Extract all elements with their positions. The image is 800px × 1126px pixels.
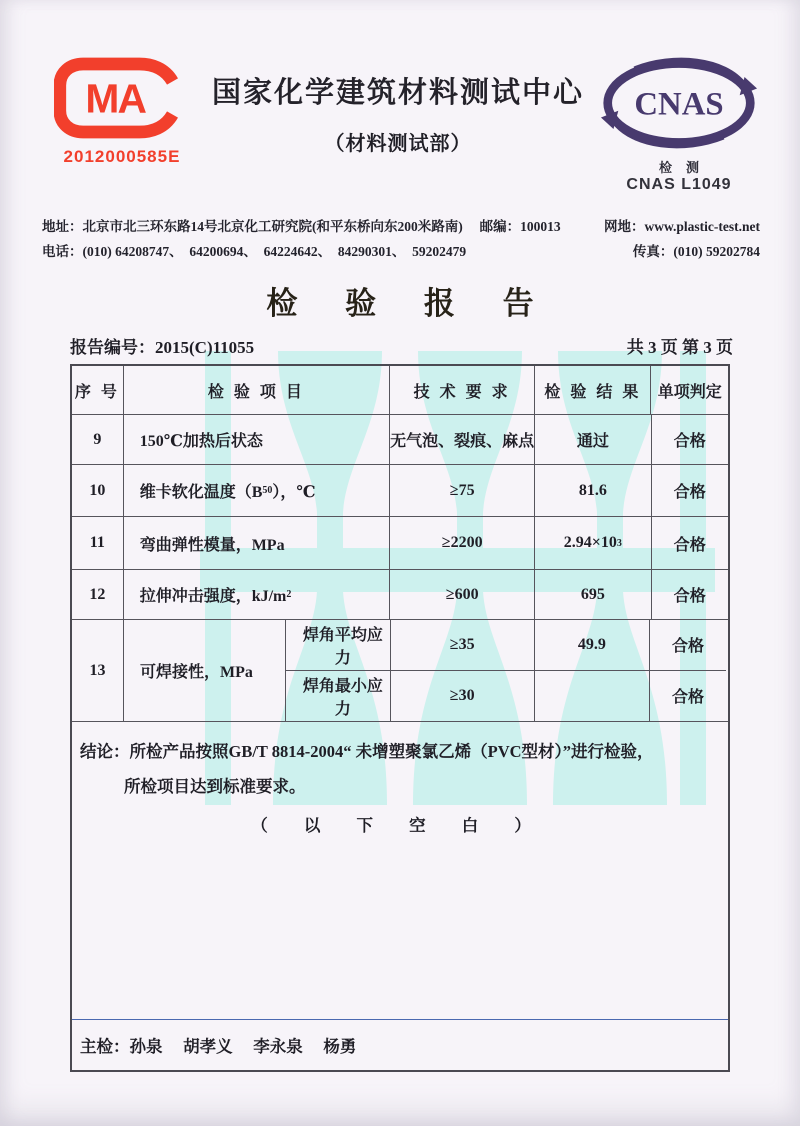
row-verdict: 合格 [673,536,706,554]
row-requirement: ≥600 [390,570,535,619]
row-requirement: 无气泡、裂痕、麻点 [390,415,535,464]
cma-mark-icon [54,56,190,140]
page-indicator: 共 3 页 第 3 页 [626,338,733,357]
fax-line: 传真：(010) 59202784 [632,244,760,259]
row-item: 弯曲弹性模量，MPa [124,517,390,569]
conclusion-section [72,722,728,1020]
table-row-13-sub-1 [286,620,726,671]
row-requirement: ≥75 [390,465,535,516]
organization-title: 国家化学建筑材料测试中心 [211,77,584,109]
blank-below-note: （ 以 下 空 白 ） [251,816,547,835]
cnas-mark-icon [600,56,758,150]
header-item: 检 验 项 目 [124,366,390,414]
row-sub-item: 焊角最小应力 [286,671,391,722]
row-seq: 12 [72,570,124,619]
organization-title-block [198,56,598,156]
table-header-row [72,366,728,415]
table-row-9 [72,415,728,465]
test-results-table [70,364,730,1072]
row-seq: 11 [72,517,124,569]
cma-certificate-number: 2012000585E [63,147,181,166]
cnas-letters: CNAS [634,86,724,123]
row-verdict: 合格 [673,588,706,605]
table-row-10 [72,465,728,517]
row-result: 695 [535,570,651,619]
row-result [535,671,650,722]
row-item: 可焊接性，MPa [124,620,286,721]
conclusion-line-1: 结论：所检产品按照GB/T 8814-2004“ 未增塑聚氯乙烯（PVC型材）”进行检验， [80,742,654,761]
conclusion-line-2: 所检项目达到标准要求。 [124,777,306,796]
website-line: 网地：www.plastic-test.net [604,219,760,234]
cnas-certificate-number: CNAS L1049 [626,176,732,193]
table-row-13-sub-2 [286,671,726,722]
row-verdict: 合格 [673,433,706,450]
report-number: 报告编号：2015(C)11055 [70,338,255,357]
row-result: 2.94×10 3 [535,517,651,569]
header-seq: 序 号 [72,366,124,414]
row-requirement: ≥30 [391,671,535,722]
header-result: 检 验 结 果 [535,366,651,414]
cnas-logo [598,56,760,194]
row-result: 81.6 [535,465,651,516]
header-verdict: 单项判定 [657,383,722,401]
row-requirement: ≥35 [391,620,535,670]
row-seq: 13 [72,620,124,721]
cma-letters: MA [85,75,145,122]
organization-subtitle: （材料测试部） [324,133,472,155]
report-meta-row [70,333,733,358]
table-row-11 [72,517,728,570]
row-verdict: 合格 [672,638,705,656]
row-verdict: 合格 [672,689,705,707]
row-seq: 10 [72,465,124,516]
row-seq: 9 [72,415,124,464]
table-row-12 [72,570,728,620]
row-item: 150℃加热后状态 [124,415,390,464]
row-verdict: 合格 [673,484,706,501]
letterhead [0,0,800,194]
phone-line: 电话：(010) 64208747、 64200694、 64224642、 84290301、 59202479 [42,244,467,259]
report-title: 检 验 报 告 [266,286,554,321]
row-result: 通过 [535,415,651,464]
row-item: 维卡软化温度（B 50 ），℃ [124,465,390,516]
contact-info [42,214,760,264]
address-line: 地址：北京市北三环东路14号北京化工研究院(和平东桥向东200米路南) 邮编：100013 [42,219,561,234]
row-item: 拉伸冲击强度，kJ/m 2 [124,570,390,619]
inspectors-row: 主检：孙泉 胡孝义 李永泉 杨勇 [80,1037,357,1056]
cma-logo [46,56,198,167]
row-result: 49.9 [535,620,650,670]
cnas-jianceshi-label: 检测 [658,160,713,175]
header-requirement: 技 术 要 求 [390,366,535,414]
table-row-13 [72,620,728,722]
row-sub-item: 焊角平均应力 [286,620,391,670]
row-requirement: ≥2200 [390,517,535,569]
